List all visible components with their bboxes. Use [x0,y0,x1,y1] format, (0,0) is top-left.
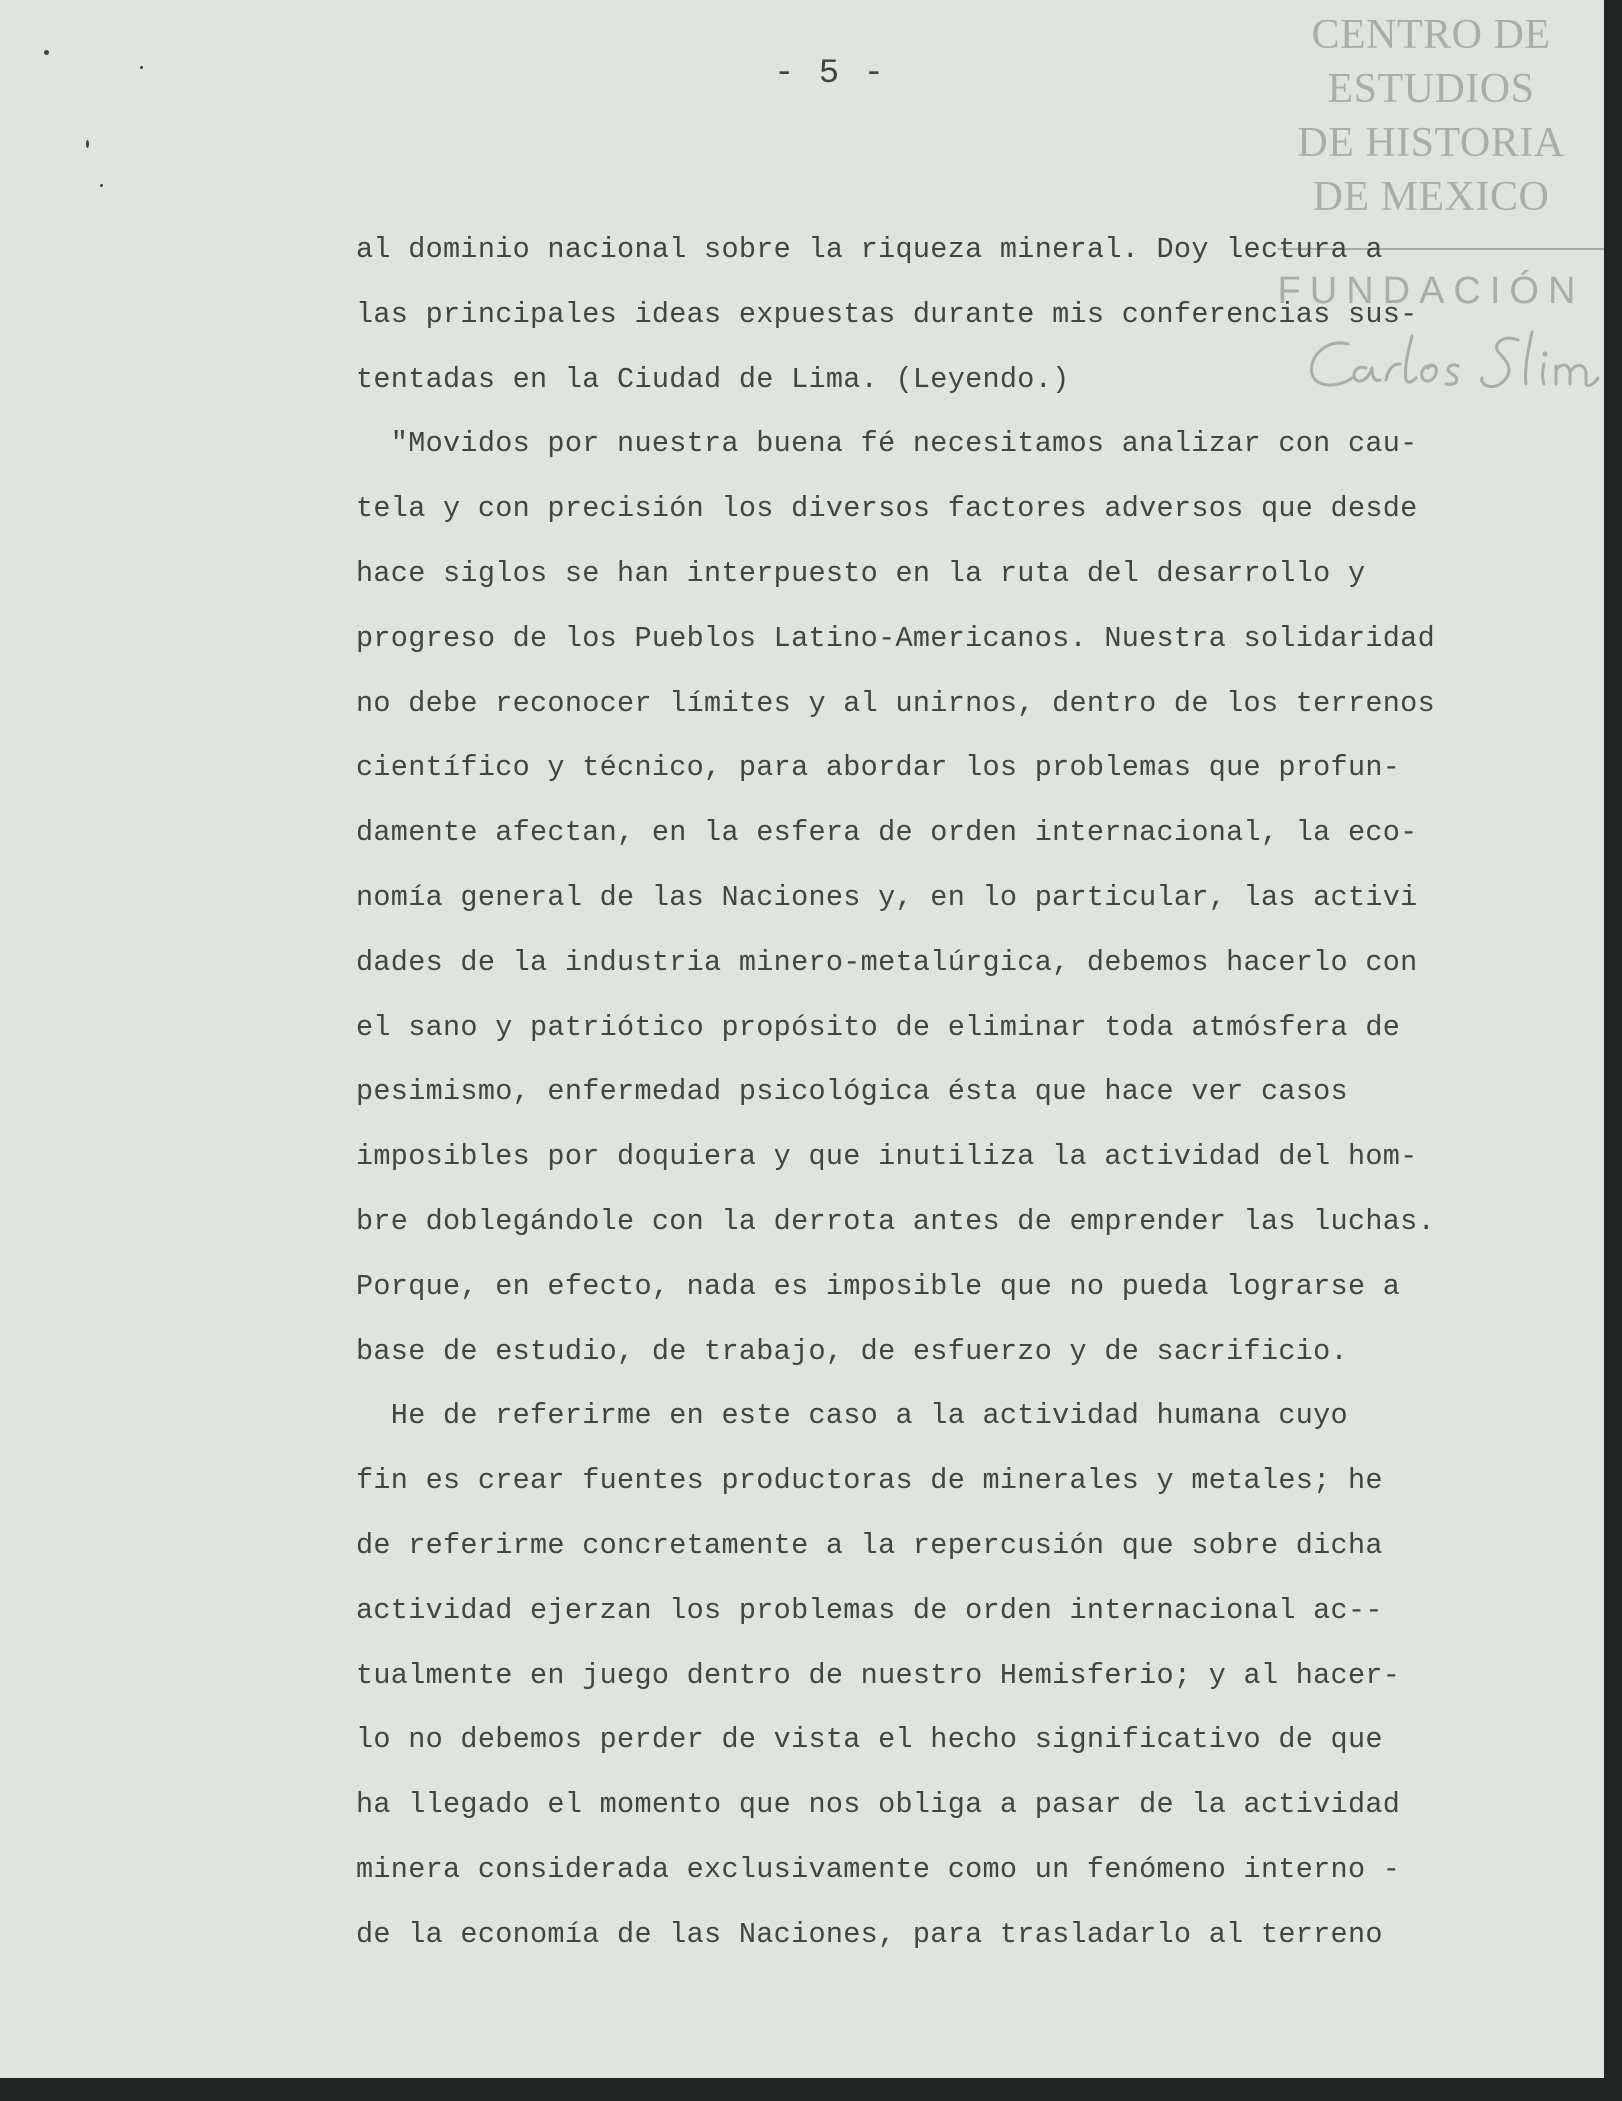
text-line: de la economía de las Naciones, para trasladarlo al terreno [356,1917,1383,1951]
body-text [356,218,1566,1968]
stamp-fundacion: FUNDACIÓN [1277,270,1585,312]
paper-speck [44,50,49,55]
scan-border-bottom [0,2078,1622,2101]
text-line: "Movidos por nuestra buena fé necesitamos analizar con cau- [356,427,1418,461]
text-line: actividad ejerzan los problemas de orden internacional ac-- [356,1593,1383,1627]
text-line: el sano y patriótico propósito de eliminar toda atmósfera de [356,1010,1401,1044]
text-line: minera considerada exclusivamente como un fenómeno interno - [356,1852,1401,1886]
paper-speck [86,140,89,148]
text-line: imposibles por doquiera y que inutiliza la actividad del hom- [356,1140,1418,1174]
text-line: ha llegado el momento que nos obliga a pasar de la actividad [356,1788,1401,1822]
page-number: - 5 - [773,55,887,93]
text-line: pesimismo, enfermedad psicológica ésta que hace ver casos [356,1075,1348,1109]
stamp-line: ESTUDIOS [1327,66,1535,112]
text-line: Porque, en efecto, nada es imposible que no pueda lograrse a [356,1269,1401,1303]
text-line: no debe reconocer límites y al unirnos, dentro de los terrenos [356,686,1435,720]
text-line: tela y con precisión los diversos factores adversos que desde [356,492,1418,526]
text-line: lo no debemos perder de vista el hecho significativo de que [356,1723,1383,1757]
text-line: las principales ideas expuestas durante mis conferencias sus- [356,297,1418,331]
text-line: tualmente en juego dentro de nuestro Hemisferio; y al hacer- [356,1658,1401,1692]
text-line: bre doblegándole con la derrota antes de emprender las luchas. [356,1204,1435,1238]
stamp-line: DE MEXICO [1312,174,1550,220]
paper-speck [140,66,143,69]
text-line: He de referirme en este caso a la actividad humana cuyo [356,1399,1348,1433]
text-line: nomía general de las Naciones y, en lo particular, las activi [356,880,1418,914]
text-line: al dominio nacional sobre la riqueza mineral. Doy lectura a [356,233,1383,266]
text-line: base de estudio, de trabajo, de esfuerzo y de sacrificio. [356,1334,1348,1368]
text-line: tentadas en la Ciudad de Lima. (Leyendo.) [356,362,1070,396]
stamp-line: DE HISTORIA [1297,120,1565,166]
paper-speck [100,184,103,187]
text-line: damente afectan, en la esfera de orden internacional, la eco- [356,816,1418,850]
text-line: progreso de los Pueblos Latino-Americanos. Nuestra solidaridad [356,621,1435,655]
text-line: dades de la industria minero-metalúrgica, debemos hacerlo con [356,945,1418,979]
text-line: de referirme concretamente a la repercusión que sobre dicha [356,1528,1383,1562]
archive-stamp [1258,8,1604,312]
stamp-line: CENTRO DE [1311,12,1551,58]
scan-border-right [1604,0,1622,2101]
text-line: científico y técnico, para abordar los problemas que profun- [356,751,1401,785]
text-line: fin es crear fuentes productoras de minerales y metales; he [356,1464,1383,1498]
text-line: hace siglos se han interpuesto en la ruta del desarrollo y [356,556,1366,590]
